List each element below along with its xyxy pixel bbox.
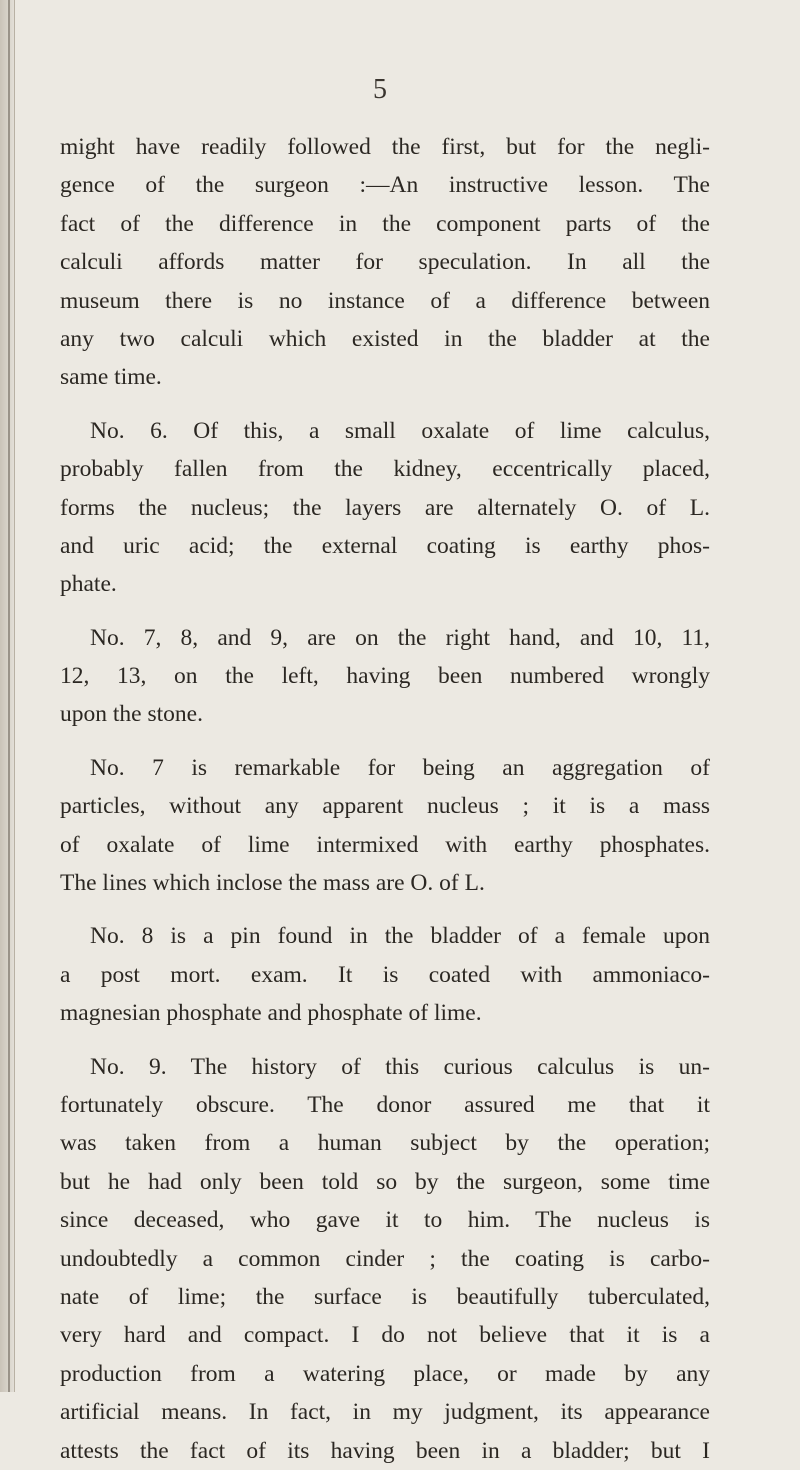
text-line: same time. (60, 364, 162, 391)
text-line: forms the nucleus; the layers are alternately O. of L. (60, 494, 710, 521)
text-line: since deceased, who gave it to him. The nucleus is (60, 1207, 710, 1234)
text-line: undoubtedly a common cinder ; the coating is carbo- (60, 1245, 710, 1272)
text-line: No. 8 is a pin found in the bladder of a female upon (90, 923, 710, 950)
paragraph-no-7-8-9 (60, 619, 710, 734)
text-line: probably fallen from the kidney, eccentrically placed, (60, 456, 710, 483)
text-line: very hard and compact. I do not believe that it is a (60, 1322, 710, 1349)
page-number: 5 (373, 74, 387, 105)
text-line: but he had only been told so by the surgeon, some time (60, 1168, 710, 1195)
text-line: a post mort. exam. It is coated with ammoniaco- (60, 961, 710, 988)
text-line: 12, 13, on the left, having been numbered wrongly (60, 663, 710, 690)
body-text (60, 128, 710, 1470)
paragraph-gap (60, 1033, 710, 1048)
text-line: of oxalate of lime intermixed with earthy phosphates. (60, 831, 710, 858)
text-line: was taken from a human subject by the operation; (60, 1130, 710, 1157)
paragraph-gap (60, 397, 710, 412)
paragraph-no-9 (60, 1048, 710, 1470)
paragraph-no-7 (60, 749, 710, 903)
text-line: gence of the surgeon :—An instructive lesson. The (60, 172, 710, 199)
text-line: might have readily followed the first, but for the negli- (60, 134, 710, 160)
text-line: No. 9. The history of this curious calculus is un- (90, 1053, 710, 1080)
text-line: upon the stone. (60, 701, 203, 728)
text-line: museum there is no instance of a difference between (60, 287, 710, 314)
paragraph-gap (60, 734, 710, 749)
text-line: nate of lime; the surface is beautifully tuberculated, (60, 1283, 710, 1310)
text-line: No. 6. Of this, a small oxalate of lime calculus, (90, 417, 710, 444)
paragraph-gap (60, 902, 710, 917)
text-line: calculi affords matter for speculation. In all the (60, 249, 710, 276)
text-line: artificial means. In fact, in my judgment, its appearance (60, 1399, 710, 1426)
text-line: fact of the difference in the component parts of the (60, 210, 710, 237)
text-line: any two calculi which existed in the bladder at the (60, 325, 710, 352)
gutter-line (8, 0, 10, 1392)
text-line: attests the fact of its having been in a bladder; but I (60, 1437, 710, 1464)
text-line: magnesian phosphate and phosphate of lime. (60, 1000, 482, 1027)
text-line: and uric acid; the external coating is earthy phos- (60, 532, 710, 559)
paragraph-gap (60, 604, 710, 619)
text-line: No. 7 is remarkable for being an aggregation of (90, 754, 710, 781)
paragraph-no-6 (60, 412, 710, 604)
text-line: No. 7, 8, and 9, are on the right hand, and 10, 11, (90, 624, 710, 651)
text-line: fortunately obscure. The donor assured me that it (60, 1091, 710, 1118)
paragraph-continuation (60, 128, 710, 397)
text-line: particles, without any apparent nucleus ; it is a mass (60, 793, 710, 820)
text-line: phate. (60, 571, 117, 598)
paragraph-no-8 (60, 917, 710, 1032)
text-line: The lines which inclose the mass are O. of L. (60, 870, 485, 897)
text-line: production from a watering place, or made by any (60, 1360, 710, 1387)
